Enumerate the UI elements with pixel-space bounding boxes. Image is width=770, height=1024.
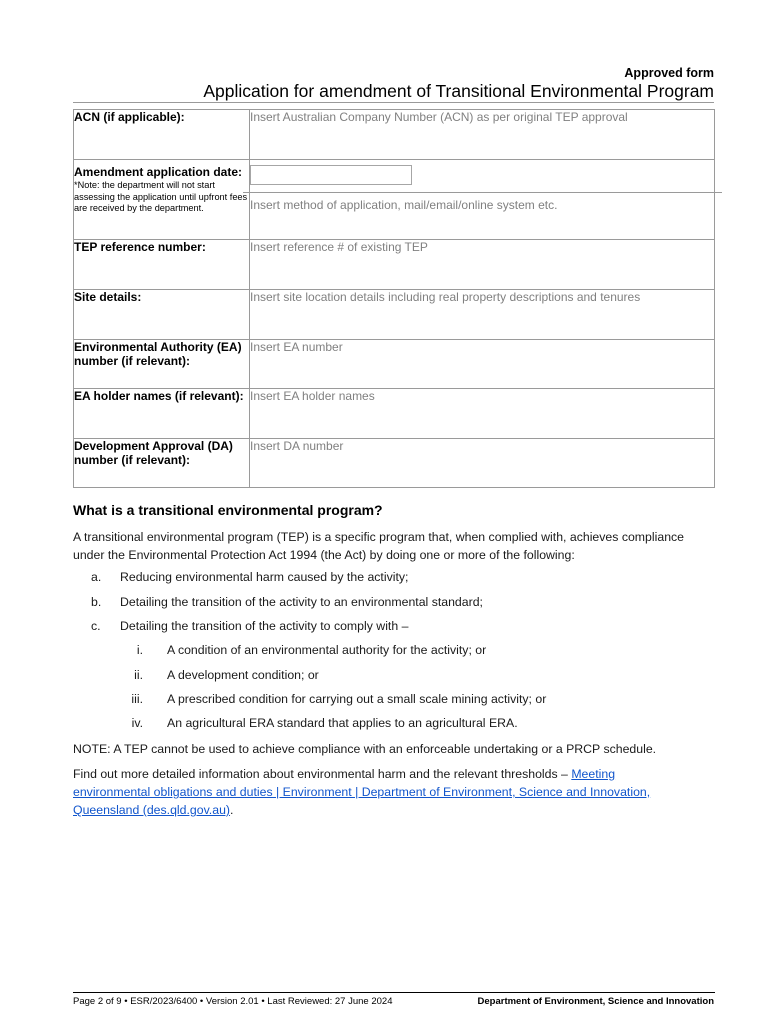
form-row-site bbox=[74, 290, 715, 340]
da-number-field[interactable] bbox=[250, 439, 715, 488]
ea-number-placeholder: Insert EA number bbox=[250, 340, 343, 354]
list-item-text: An agricultural ERA standard that applies to an agricultural ERA. bbox=[167, 716, 518, 730]
list-item-text: A condition of an environmental authority for the activity; or bbox=[167, 643, 487, 657]
list-item-text: Detailing the transition of the activity to an environmental standard; bbox=[120, 595, 483, 609]
ea-holders-label: EA holder names (if relevant): bbox=[74, 389, 250, 439]
title-divider bbox=[73, 102, 714, 103]
tep-ref-label: TEP reference number: bbox=[74, 240, 250, 290]
intro-paragraph: A transitional environmental program (TEP) is a specific program that, when complied with, achieves compliance under the Environmental Protection Act 1994 (the Act) by doing one or more of the following: bbox=[73, 530, 685, 562]
list-marker: iv. bbox=[131, 716, 143, 730]
note-paragraph: NOTE: A TEP cannot be used to achieve compliance with an enforceable undertaking or a PRCP schedule. bbox=[73, 742, 657, 756]
list-marker: ii. bbox=[134, 668, 143, 682]
form-row-acn bbox=[74, 110, 715, 160]
form-row-da-number bbox=[74, 439, 715, 488]
da-number-label: Development Approval (DA) number (if relevant): bbox=[74, 439, 250, 488]
site-field[interactable] bbox=[250, 290, 715, 340]
footer-department: Department of Environment, Science and Innovation bbox=[477, 996, 714, 1007]
amendment-date-cell bbox=[250, 160, 715, 240]
da-number-placeholder: Insert DA number bbox=[250, 439, 344, 453]
ea-holders-placeholder: Insert EA holder names bbox=[250, 389, 375, 403]
list-marker: a. bbox=[91, 570, 102, 584]
application-form-table bbox=[73, 109, 715, 488]
find-out-suffix: . bbox=[230, 803, 234, 817]
list-item-text: Reducing environmental harm caused by the activity; bbox=[120, 570, 409, 584]
list-item-text: Detailing the transition of the activity to comply with – bbox=[120, 619, 409, 633]
find-out-paragraph bbox=[73, 765, 695, 819]
ea-number-field[interactable] bbox=[250, 340, 715, 389]
form-row-ea-number bbox=[74, 340, 715, 389]
list-item-text: A development condition; or bbox=[167, 668, 319, 682]
ea-holders-field[interactable] bbox=[250, 389, 715, 439]
list-marker: c. bbox=[91, 619, 101, 633]
site-placeholder: Insert site location details including real property descriptions and tenures bbox=[250, 290, 641, 304]
footer-page-info: Page 2 of 9 • ESR/2023/6400 • Version 2.01 • Last Reviewed: 27 June 2024 bbox=[73, 996, 393, 1007]
tep-ref-field[interactable] bbox=[250, 240, 715, 290]
application-method-placeholder: Insert method of application, mail/email/online system etc. bbox=[250, 198, 558, 212]
list-marker: b. bbox=[91, 595, 102, 609]
environmental-obligations-link[interactable]: Meeting environmental obligations and duties | Environment | Department of Environment, Science and Innovation, Queensland (des.qld.gov.au) bbox=[73, 767, 651, 817]
application-method-field[interactable] bbox=[243, 192, 722, 237]
list-marker: i. bbox=[136, 643, 143, 657]
ea-number-label: Environmental Authority (EA) number (if relevant): bbox=[74, 340, 250, 389]
date-input[interactable] bbox=[250, 165, 412, 185]
form-row-ea-holders bbox=[74, 389, 715, 439]
acn-placeholder: Insert Australian Company Number (ACN) as per original TEP approval bbox=[250, 110, 628, 124]
find-out-text: Find out more detailed information about environmental harm and the relevant thresholds – bbox=[73, 767, 572, 781]
site-label: Site details: bbox=[74, 290, 250, 340]
list-marker: iii. bbox=[131, 692, 143, 706]
document-title: Application for amendment of Transitional Environmental Program bbox=[203, 81, 714, 101]
footer-divider bbox=[73, 992, 715, 993]
tep-ref-placeholder: Insert reference # of existing TEP bbox=[250, 240, 428, 254]
acn-field[interactable] bbox=[250, 110, 715, 160]
section-heading: What is a transitional environmental program? bbox=[73, 502, 383, 518]
form-row-amendment-date bbox=[74, 160, 715, 240]
amendment-date-label: Amendment application date: *Note: the department will not start assessing the application until upfront fees are received by the department. bbox=[74, 160, 250, 240]
form-row-tep-ref bbox=[74, 240, 715, 290]
fee-note: *Note: the department will not start assessing the application until upfront fees are received by the department. bbox=[74, 180, 248, 213]
acn-label: ACN (if applicable): bbox=[74, 110, 250, 160]
list-item-text: A prescribed condition for carrying out a small scale mining activity; or bbox=[167, 692, 547, 706]
approved-form-label: Approved form bbox=[624, 66, 714, 80]
